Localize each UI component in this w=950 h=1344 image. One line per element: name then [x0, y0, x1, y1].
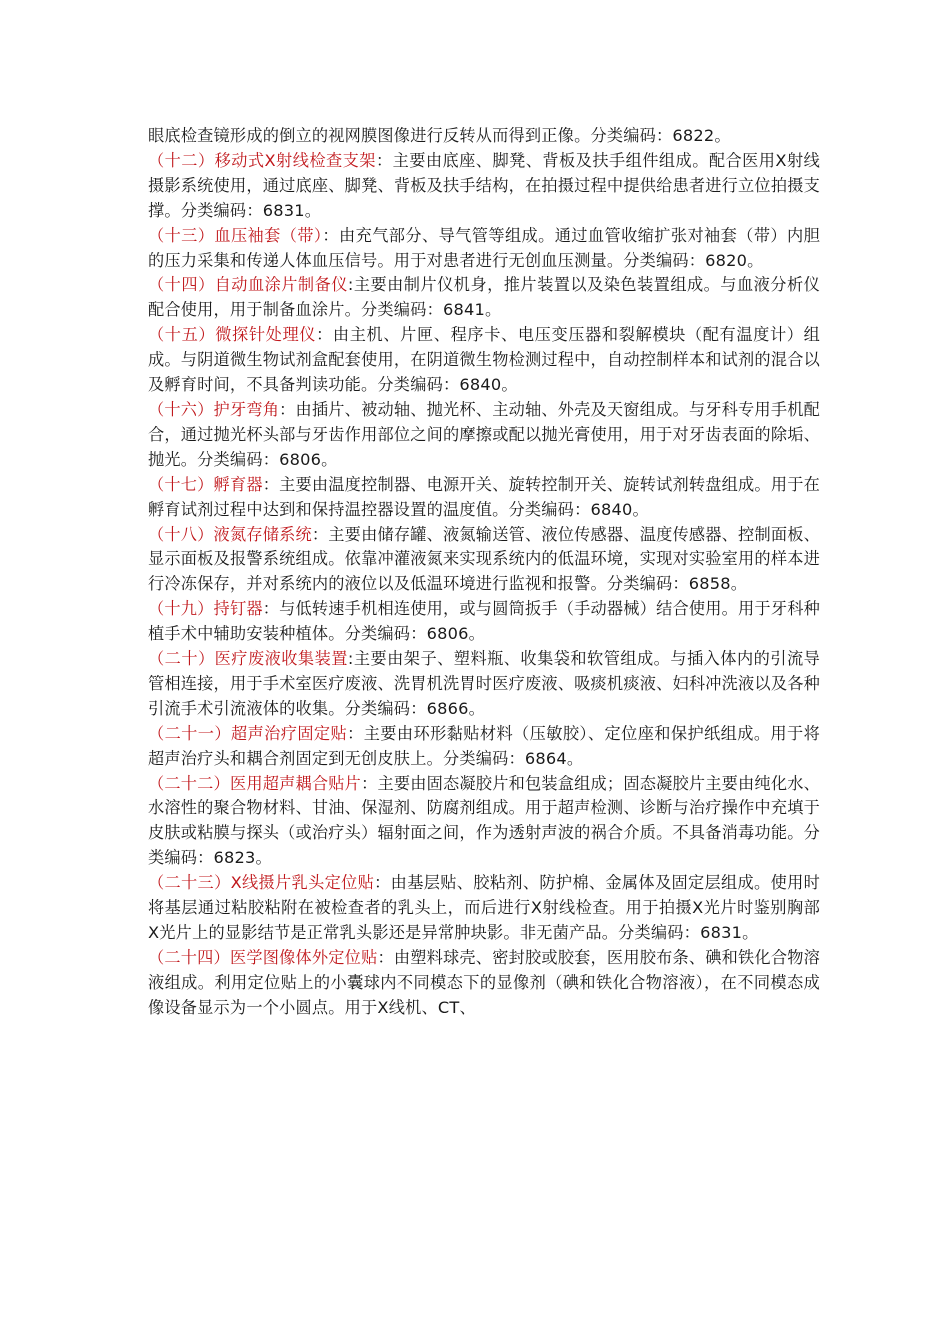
- paragraph-12: [148, 772, 820, 872]
- paragraph-1: [148, 124, 820, 149]
- item-description: ：由基层贴、胶粘剂、防护棉、金属体及固定层组成。使用时将基层通过粘胶粘附在被检查者的乳头上，而后进行X射线检查。用于拍摄X光片时鉴别胸部X光片上的显影结节是正常乳头影还是异常肿块影。非无菌产品。分类编码：6831。: [148, 873, 820, 942]
- paragraph-14: [148, 946, 820, 1021]
- item-term: （二十三）X线摄片乳头定位贴: [148, 873, 375, 893]
- item-description: 眼底检查镜形成的倒立的视网膜图像进行反转从而得到正像。分类编码：6822。: [148, 126, 731, 145]
- item-description: ：主要由环形黏贴材料（压敏胶）、定位座和保护纸组成。用于将超声治疗头和耦合剂固定到无创皮肤上。分类编码：6864。: [148, 723, 821, 768]
- item-term: （十五）微探针处理仪: [148, 325, 317, 345]
- item-term: （十九）持钉器: [148, 599, 263, 619]
- item-description: :主要由制片仪机身，推片装置以及染色装置组成。与血液分析仪配合使用，用于制备血涂片。分类编码：6841。: [148, 275, 820, 320]
- item-term: （二十）医疗废液收集装置: [148, 649, 348, 669]
- item-term: （十三）血压袖套（带）: [148, 225, 323, 245]
- paragraph-5: [148, 323, 820, 398]
- item-description: ：由插片、被动轴、抛光杯、主动轴、外壳及天窗组成。与牙科专用手机配合，通过抛光杯头部与牙齿作用部位之间的摩擦或配以抛光膏使用，用于对牙齿表面的除垢、抛光。分类编码：6806。: [148, 399, 820, 469]
- item-description: ：主要由底座、脚凳、背板及扶手组件组成。配合医用X射线摄影系统使用，通过底座、脚凳、背板及扶手结构，在拍摄过程中提供给患者进行立位拍摄支撑。分类编码：6831。: [148, 150, 820, 220]
- paragraph-11: [148, 722, 820, 772]
- item-term: （十四）自动血涂片制备仪: [148, 275, 348, 295]
- item-term: （二十四）医学图像体外定位贴: [148, 947, 378, 967]
- item-term: （十八）液氮存储系统: [148, 524, 312, 544]
- paragraph-7: [148, 473, 820, 523]
- item-term: （二十一）超声治疗固定贴: [148, 723, 348, 743]
- item-description: :主要由架子、塑料瓶、收集袋和软管组成。与插入体内的引流导管相连接，用于手术室医疗废液、洗胃机洗胃时医疗废液、吸痰机痰液、妇科冲洗液以及各种引流手术引流液体的收集。分类编码：6866。: [148, 649, 820, 718]
- paragraph-3: [148, 224, 820, 274]
- paragraph-10: [148, 647, 820, 722]
- item-description: ：由充气部分、导气管等组成。通过血管收缩扩张对袖套（带）内胆的压力采集和传递人体血压信号。用于对患者进行无创血压测量。分类编码：6820。: [148, 225, 820, 270]
- paragraph-13: [148, 871, 820, 946]
- document-body: [148, 124, 820, 1021]
- item-term: （十二）移动式X射线检查支架: [148, 150, 376, 170]
- item-description: ：主要由储存罐、液氮输送管、液位传感器、温度传感器、控制面板、显示面板及报警系统组成。依靠冲灌液氮来实现系统内的低温环境，实现对实验室用的样本进行冷冻保存，并对系统内的液位以及低温环境进行监视和报警。分类编码：6858。: [148, 524, 820, 594]
- paragraph-4: [148, 273, 820, 323]
- item-term: （十六）护牙弯角: [148, 399, 280, 419]
- paragraph-6: [148, 398, 820, 473]
- item-description: ：主要由固态凝胶片和包装盒组成；固态凝胶片主要由纯化水、水溶性的聚合物材料、甘油、保湿剂、防腐剂组成。用于超声检测、诊断与治疗操作中充填于皮肤或粘膜与探头（或治疗头）辐射面之间，作为透射声波的祸合介质。不具备消毒功能。分类编码：6823。: [148, 773, 820, 868]
- item-term: （十七）孵育器: [148, 474, 263, 494]
- paragraph-2: [148, 149, 820, 224]
- paragraph-9: [148, 597, 820, 647]
- item-description: ：与低转速手机相连使用，或与圆筒扳手（手动器械）结合使用。用于牙科种植手术中辅助安装种植体。分类编码：6806。: [148, 599, 820, 644]
- paragraph-8: [148, 523, 820, 598]
- item-term: （二十二）医用超声耦合贴片: [148, 773, 362, 793]
- item-description: ：主要由温度控制器、电源开关、旋转控制开关、旋转试剂转盘组成。用于在孵育试剂过程中达到和保持温控器设置的温度值。分类编码：6840。: [148, 474, 820, 519]
- item-description: ：由主机、片匣、程序卡、电压变压器和裂解模块（配有温度计）组成。与阴道微生物试剂盒配套使用，在阴道微生物检测过程中，自动控制样本和试剂的混合以及孵育时间，不具备判读功能。分类编码：6840。: [148, 325, 821, 395]
- item-description: ：由塑料球壳、密封胶或胶套，医用胶布条、碘和铁化合物溶液组成。利用定位贴上的小囊球内不同模态下的显像剂（碘和铁化合物溶液），在不同模态成像设备显示为一个小圆点。用于X线机、CT、: [148, 947, 820, 1017]
